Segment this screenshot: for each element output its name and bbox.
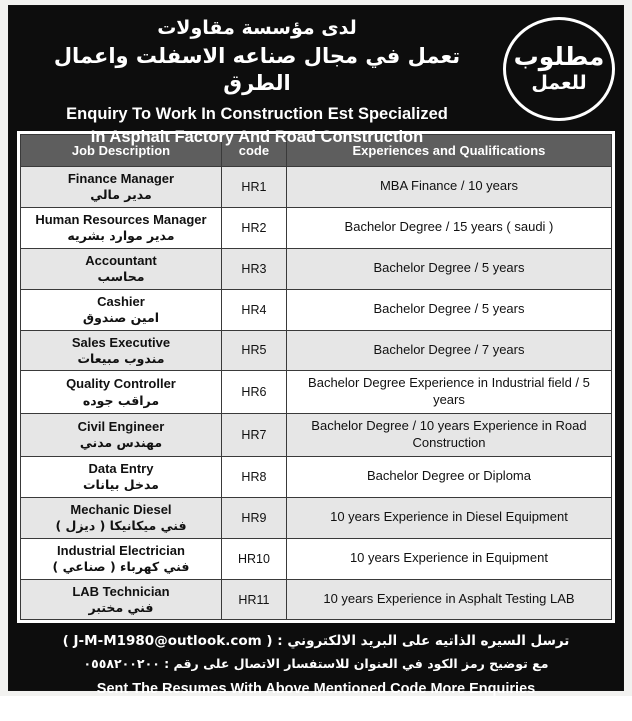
- table-row: [21, 538, 612, 579]
- job-description-cell: [21, 330, 222, 371]
- job-description-cell: [21, 538, 222, 579]
- job-description-cell: [21, 167, 222, 208]
- job-title-english: Cashier: [97, 293, 145, 309]
- table-row: [21, 289, 612, 330]
- job-title-english: LAB Technician: [72, 583, 170, 599]
- column-header-experience: Experiences and Qualifications: [286, 135, 611, 167]
- table-row: [21, 456, 612, 497]
- table-row: [21, 167, 612, 208]
- job-code-cell: HR8: [221, 456, 286, 497]
- job-code-cell: HR5: [221, 330, 286, 371]
- wanted-badge-line-2: للعمل: [531, 72, 587, 95]
- column-header-job-description: Job Description: [21, 135, 222, 167]
- job-experience-cell: Bachelor Degree / 15 years ( saudi ): [286, 207, 611, 248]
- job-description-cell: [21, 414, 222, 457]
- job-experience-cell: Bachelor Degree / 5 years: [286, 248, 611, 289]
- job-title-english: Quality Controller: [66, 376, 176, 392]
- jobs-table-container: [17, 131, 615, 623]
- job-title-arabic: مهندس مدني: [79, 435, 163, 451]
- ad-header: [17, 17, 615, 146]
- footer-english-line-2: Call 0558200200 / mail : ( J-M-M1980@outlook.com ): [137, 702, 495, 719]
- job-title-english: Data Entry: [88, 460, 154, 476]
- wanted-badge: [503, 17, 615, 121]
- job-title-english: Sales Executive: [71, 334, 171, 350]
- table-row: [21, 330, 612, 371]
- job-code-cell: HR4: [221, 289, 286, 330]
- wanted-badge-line-1: مطلوب: [513, 41, 605, 71]
- job-title-arabic: فني ميكانيكا ( ديزل ): [55, 518, 187, 534]
- job-description-cell: [21, 207, 222, 248]
- job-experience-cell: Bachelor Degree or Diploma: [286, 456, 611, 497]
- table-row: [21, 497, 612, 538]
- job-title-english: Civil Engineer: [77, 419, 165, 435]
- job-experience-cell: 10 years Experience in Diesel Equipment: [286, 497, 611, 538]
- job-title-english: Accountant: [85, 252, 157, 268]
- job-title-arabic: فني مختبر: [88, 599, 154, 615]
- job-description-cell: [21, 371, 222, 414]
- job-experience-cell: Bachelor Degree / 10 years Experience in Road Construction: [286, 414, 611, 457]
- header-english-line-2: In Asphalt Factory And Road Construction: [90, 127, 424, 146]
- job-experience-cell: Bachelor Degree Experience in Industrial field / 5 years: [286, 371, 611, 414]
- job-title-arabic: امين صندوق: [82, 309, 159, 325]
- job-description-cell: [21, 579, 222, 620]
- job-code-cell: HR10: [221, 538, 286, 579]
- job-experience-cell: MBA Finance / 10 years: [286, 167, 611, 208]
- table-row: [21, 248, 612, 289]
- job-experience-cell: Bachelor Degree / 5 years: [286, 289, 611, 330]
- jobs-table-body: [21, 167, 612, 620]
- job-title-english: Human Resources Manager: [35, 211, 207, 227]
- job-experience-cell: Bachelor Degree / 7 years: [286, 330, 611, 371]
- table-row: [21, 414, 612, 457]
- job-code-cell: HR6: [221, 371, 286, 414]
- job-title-arabic: مراقب جوده: [82, 392, 160, 408]
- footer-arabic-line-2: مع توضيح رمز الكود في العنوان للاستفسار الاتصال على رقم : ٠٥٥٨٢٠٠٢٠٠: [83, 655, 549, 671]
- footer-english-line-1: Sent The Resumes With Above Mentioned Code More Enquiries: [96, 681, 536, 698]
- job-description-cell: [21, 248, 222, 289]
- ad-footer: [17, 623, 615, 721]
- job-code-cell: HR7: [221, 414, 286, 457]
- job-experience-cell: 10 years Experience in Equipment: [286, 538, 611, 579]
- job-title-arabic: مدير موارد بشريه: [67, 228, 175, 244]
- header-english-line-1: Enquiry To Work In Construction Est Specialized: [66, 105, 448, 124]
- jobs-table: [20, 134, 612, 620]
- header-arabic-line-1: لدى مؤسسة مقاولات: [157, 17, 357, 39]
- job-title-english: Industrial Electrician: [57, 542, 185, 558]
- header-arabic-line-2: تعمل في مجال صناعه الاسفلت واعمال الطرق: [53, 43, 461, 96]
- job-title-english: Finance Manager: [67, 171, 175, 186]
- job-title-english: Mechanic Diesel: [70, 501, 172, 517]
- job-title-arabic: محاسب: [97, 269, 145, 284]
- job-description-cell: [21, 456, 222, 497]
- job-experience-cell: 10 years Experience in Asphalt Testing LAB: [286, 579, 611, 620]
- column-header-code: code: [221, 135, 286, 167]
- job-code-cell: HR11: [221, 579, 286, 620]
- job-description-cell: [21, 497, 222, 538]
- job-title-arabic: مدير مالي: [90, 187, 152, 203]
- table-row: [21, 207, 612, 248]
- job-title-arabic: فني كهرباء ( صناعي ): [52, 558, 190, 574]
- job-code-cell: HR3: [221, 248, 286, 289]
- job-title-arabic: مندوب مبيعات: [77, 350, 165, 366]
- job-code-cell: HR1: [221, 167, 286, 208]
- table-row: [21, 579, 612, 620]
- job-advertisement: [8, 5, 624, 719]
- footer-arabic-line-1: ترسل السيره الذاتيه على البريد الالكتروني : ( J-M-M1980@outlook.com ): [62, 633, 570, 650]
- job-title-arabic: مدخل بيانات: [83, 477, 159, 493]
- job-description-cell: [21, 289, 222, 330]
- job-code-cell: HR9: [221, 497, 286, 538]
- table-row: [21, 371, 612, 414]
- job-code-cell: HR2: [221, 207, 286, 248]
